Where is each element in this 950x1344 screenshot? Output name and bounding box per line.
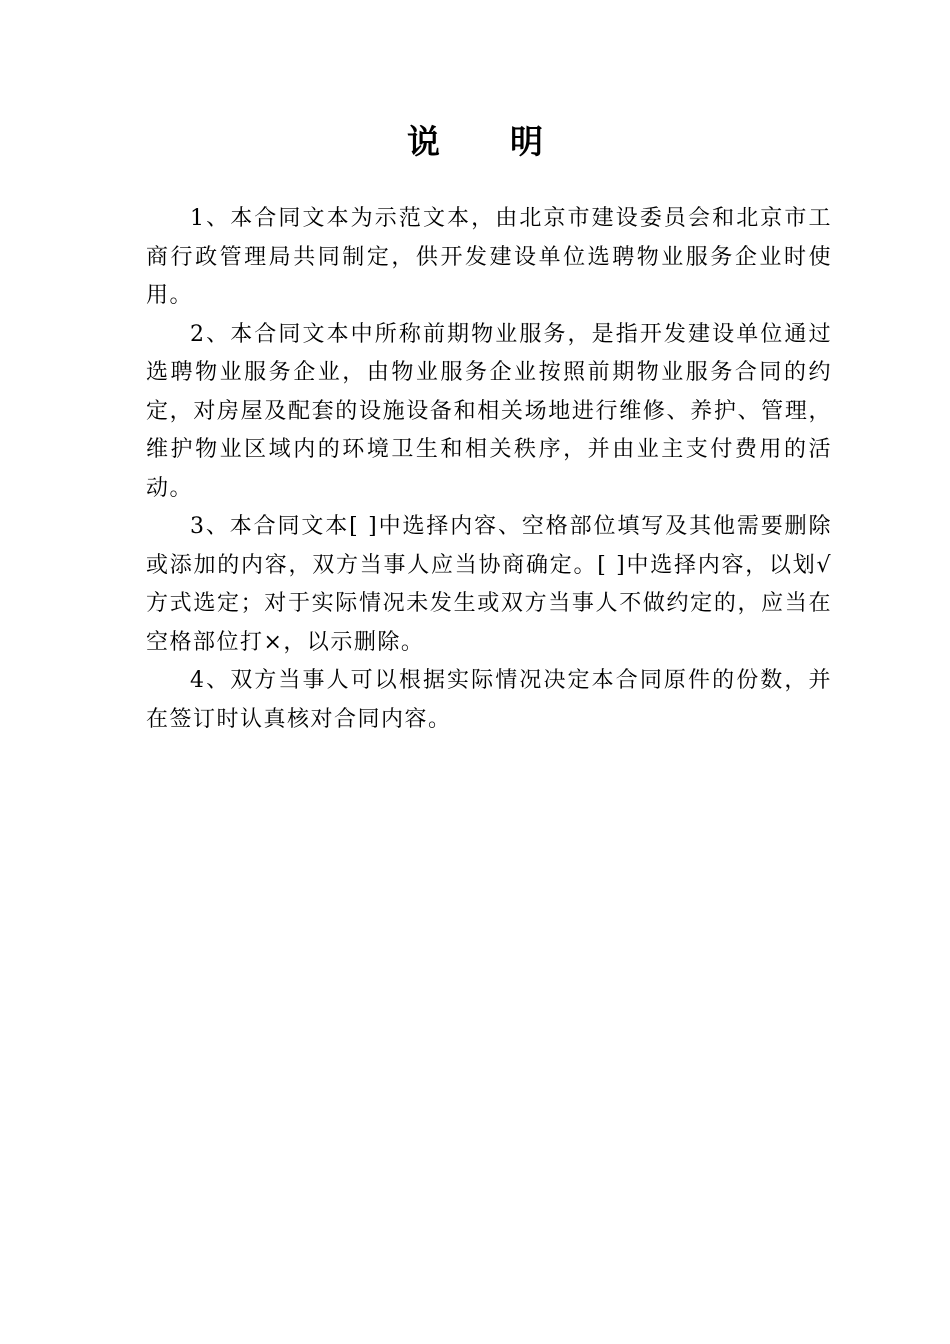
- paragraph-4: 4、双方当事人可以根据实际情况决定本合同原件的份数，并在签订时认真核对合同内容。: [146, 668, 832, 732]
- paragraph-1: 1、本合同文本为示范文本，由北京市建设委员会和北京市工商行政管理局共同制定，供开发建设单位选聘物业服务企业时使用。: [146, 206, 832, 308]
- title-char-2: 明: [510, 122, 543, 161]
- paragraph-2: 2、本合同文本中所称前期物业服务，是指开发建设单位通过选聘物业服务企业，由物业服务企业按照前期物业服务合同的约定，对房屋及配套的设施设备和相关场地进行维修、养护、管理，维护物业区域内的环境卫生和相关秩序，并由业主支付费用的活动。: [146, 321, 832, 501]
- paragraph-3: 3、本合同文本[ ]中选择内容、空格部位填写及其他需要删除或添加的内容，双方当事人应当协商确定。[ ]中选择内容，以划√方式选定；对于实际情况未发生或双方当事人不做约定的，应当在空格部位打×，以示删除。: [146, 514, 832, 655]
- page-title: [0, 118, 950, 166]
- instructions-body: [146, 200, 832, 739]
- title-char-1: 说: [407, 122, 440, 161]
